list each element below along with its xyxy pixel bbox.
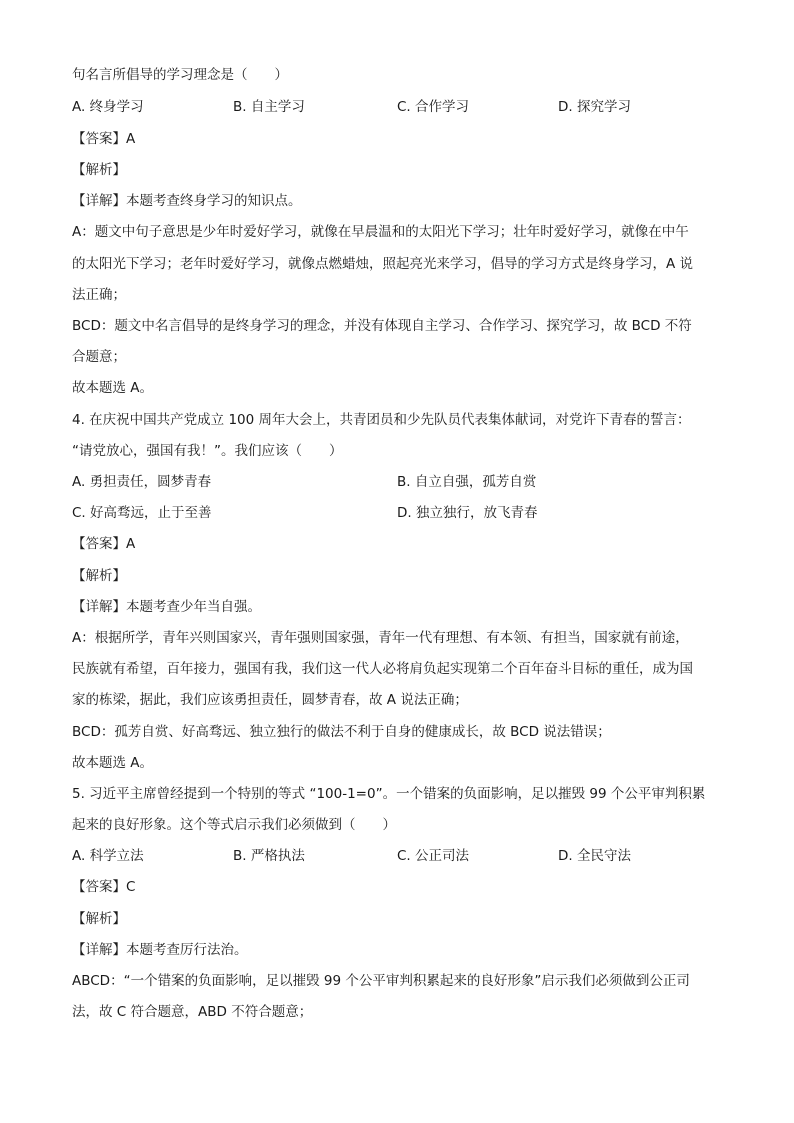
q3-explanation-line: BCD：题文中名言倡导的是终身学习的理念，并没有体现自主学习、合作学习、探究学习，故 BCD 不符	[72, 318, 692, 334]
q4-option-b: B. 自立自强，孤芳自赏	[397, 474, 537, 490]
q3-explanation-line: A：题文中句子意思是少年时爱好学习，就像在早晨温和的太阳光下学习；壮年时爱好学习，就像在中午	[72, 224, 689, 240]
q3-option-a: A. 终身学习	[72, 99, 144, 115]
q3-explanation-line: 的太阳光下学习；老年时爱好学习，就像点燃蜡烛，照起亮光来学习，倡导的学习方式是终身学习，A 说	[72, 256, 694, 272]
q4-explanation-line: A：根据所学，青年兴则国家兴，青年强则国家强，青年一代有理想、有本领、有担当，国家就有前途，	[72, 630, 689, 646]
q4-detail: 【详解】本题考查少年当自强。	[72, 599, 261, 615]
q5-option-b: B. 严格执法	[233, 848, 305, 864]
q5-explanation-line: ABCD：“一个错案的负面影响，足以摧毁 99 个公平审判积累起来的良好形象”启示我们必须做到公正司	[72, 973, 690, 989]
q5-option-c: C. 公正司法	[397, 848, 470, 864]
q4-option-c: C. 好高骛远，止于至善	[72, 505, 212, 521]
q4-analysis-heading: 【解析】	[72, 568, 126, 584]
q3-explanation-line: 法正确；	[72, 287, 126, 303]
q3-conclusion: 故本题选 A。	[72, 380, 154, 396]
question-stem-continuation: 句名言所倡导的学习理念是（ ）	[72, 67, 288, 83]
q5-stem: 5. 习近平主席曾经提到一个特别的等式 “100-1=0”。一个错案的负面影响，足以摧毁 99 个公平审判积累	[72, 786, 706, 802]
q4-option-d: D. 独立独行，放飞青春	[397, 505, 538, 521]
q5-option-d: D. 全民守法	[558, 848, 631, 864]
q5-analysis-heading: 【解析】	[72, 911, 126, 927]
q3-analysis-heading: 【解析】	[72, 162, 126, 178]
q5-explanation-line: 法，故 C 符合题意，ABD 不符合题意；	[72, 1004, 313, 1020]
q4-answer: 【答案】A	[72, 536, 136, 552]
q3-explanation-line: 合题意；	[72, 349, 126, 365]
q3-option-c: C. 合作学习	[397, 99, 470, 115]
q4-conclusion: 故本题选 A。	[72, 755, 154, 771]
q3-option-d: D. 探究学习	[558, 99, 631, 115]
q4-explanation-line: 民族就有希望，百年接力，强国有我，我们这一代人必将肩负起实现第二个百年奋斗目标的重任，成为国	[72, 661, 693, 677]
q4-option-a: A. 勇担责任，圆梦青春	[72, 474, 212, 490]
q4-explanation-line: 家的栋梁，据此，我们应该勇担责任，圆梦青春，故 A 说法正确；	[72, 692, 468, 708]
q3-option-b: B. 自主学习	[233, 99, 305, 115]
q4-stem: 4. 在庆祝中国共产党成立 100 周年大会上，共青团员和少先队员代表集体献词，对党许下青春的誓言：	[72, 412, 691, 428]
q5-detail: 【详解】本题考查厉行法治。	[72, 942, 248, 958]
q3-answer: 【答案】A	[72, 131, 136, 147]
q4-explanation-line: BCD：孤芳自赏、好高骛远、独立独行的做法不利于自身的健康成长，故 BCD 说法错误；	[72, 724, 611, 740]
q5-stem: 起来的良好形象。这个等式启示我们必须做到（ ）	[72, 817, 396, 833]
q5-answer: 【答案】C	[72, 879, 136, 895]
q5-option-a: A. 科学立法	[72, 848, 144, 864]
q4-stem: “请党放心，强国有我！”。我们应该（ ）	[72, 443, 343, 459]
q3-detail: 【详解】本题考查终身学习的知识点。	[72, 193, 302, 209]
